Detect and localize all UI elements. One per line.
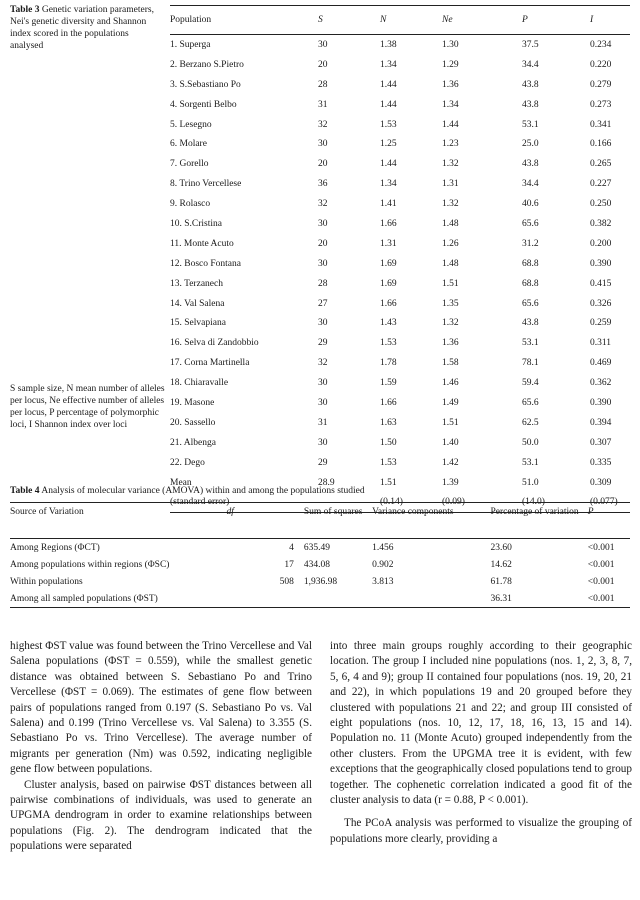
table-cell: 53.1 (522, 338, 539, 349)
table-cell: 1.31 (442, 179, 459, 190)
table-cell: (0.09) (442, 492, 522, 512)
table-cell: 29 (318, 338, 328, 349)
table-cell: 1.66 (380, 298, 397, 309)
table-cell: 11. Monte Acuto (170, 238, 234, 249)
table-cell (372, 590, 490, 608)
table-cell: 508 (279, 576, 294, 587)
table-row (170, 274, 630, 294)
table-cell: 2. Berzano S.Pietro (170, 59, 244, 70)
table-cell: 9. Rolasco (170, 199, 211, 210)
table-cell: 1.26 (442, 238, 459, 249)
header-sum-of-squares: Sum of squares (304, 503, 372, 539)
table4-caption (10, 486, 630, 496)
table-cell: 36 (318, 179, 328, 190)
table-cell: 0.902 (372, 559, 394, 570)
table-cell: 20 (318, 59, 328, 70)
table-cell: 0.390 (590, 397, 612, 408)
table-cell: (0.077) (590, 492, 630, 512)
table-cell: 1. Superga (170, 39, 211, 50)
table-cell: 1.59 (380, 378, 397, 389)
table-cell: 68.8 (522, 258, 539, 269)
table-cell: 30 (318, 437, 328, 448)
paragraph: The PCoA analysis was performed to visualize the grouping of populations more clearly, providing a (330, 817, 632, 845)
table-cell: 23.60 (490, 542, 512, 553)
table-cell: 0.227 (590, 179, 612, 190)
table-cell: 78.1 (522, 358, 539, 369)
table-cell: 37.5 (522, 39, 539, 50)
table-cell: 1.66 (380, 218, 397, 229)
table3-label: Table 3 (10, 5, 40, 15)
table-row (170, 393, 630, 413)
table-cell: 13. Terzanech (170, 278, 223, 289)
paragraph: Cluster analysis, based on pairwise ΦST distances between all pairwise combinations of individuals, was used to generate an UPGMA dendrogram in order to examine relationships between populations (Fig. 2). The dendrogram indicated that the populations were separated (10, 778, 312, 853)
table-cell: 1.35 (442, 298, 459, 309)
table-cell: 65.6 (522, 218, 539, 229)
header-population: Population (170, 6, 318, 35)
table-cell: 1.43 (380, 318, 397, 329)
table-cell: (0.14) (380, 492, 442, 512)
table-row (10, 539, 630, 557)
table-cell: (standard error) (170, 492, 318, 512)
table-row (170, 373, 630, 393)
paragraph: highest ΦST value was found between the Trino Vercellese and Val Salena populations (ΦST = 0.559), while the smallest genetic distance was obtained between S. Sebastiano Po and Trino Vercellese (ΦST = 0.069). The estimates of gene flow between pairs of populations ranged from 0.197 (S. Sebastiano Po vs. Val Salena) and 0.199 (Trino Vercellese vs. Val Salena) to 3.355 (S. Sebastiano Po vs. Trino Vercellese). The average number of migrants per generation (Nm) was 0.592, indicating negligible gene flow between populations. (10, 640, 312, 776)
table-row (10, 556, 630, 573)
table-row (10, 573, 630, 590)
table-cell: 14. Val Salena (170, 298, 225, 309)
table-cell: Among populations within regions (ΦSC) (10, 559, 170, 570)
table-cell: 43.8 (522, 318, 539, 329)
table-cell: 29 (318, 457, 328, 468)
table-cell: 1.41 (380, 199, 397, 210)
table-cell: 1.48 (442, 258, 459, 269)
table-cell: 17 (284, 559, 294, 570)
table3-header-row (170, 6, 630, 35)
table-row (170, 75, 630, 95)
table-cell: 53.1 (522, 119, 539, 130)
table-cell: 51.0 (522, 477, 539, 488)
table-cell: 14.62 (490, 559, 512, 570)
header-df: df (226, 503, 303, 539)
table-row (170, 313, 630, 333)
table-cell: 0.234 (590, 39, 612, 50)
table-cell: 61.78 (490, 576, 512, 587)
table-cell: 1.34 (442, 99, 459, 110)
table-cell: 1.32 (442, 318, 459, 329)
table4 (10, 502, 630, 608)
table-cell: 3.813 (372, 576, 394, 587)
table-cell: 3. S.Sebastiano Po (170, 79, 241, 90)
table-cell: 0.341 (590, 119, 612, 130)
body-right-column (330, 639, 632, 847)
table-cell: 0.279 (590, 79, 612, 90)
table-cell (226, 590, 303, 608)
table-cell: 22. Dego (170, 457, 205, 468)
table-cell: 0.335 (590, 457, 612, 468)
table-cell: 0.382 (590, 218, 612, 229)
table-cell: 32 (318, 199, 328, 210)
table-cell: 10. S.Cristina (170, 218, 222, 229)
table4-header-row (10, 503, 630, 539)
table-cell: 0.220 (590, 59, 612, 70)
table-cell: 0.415 (590, 278, 612, 289)
table-row (170, 154, 630, 174)
table-cell: 16. Selva di Zandobbio (170, 338, 259, 349)
table-cell: 1.40 (442, 437, 459, 448)
table-cell: 36.31 (491, 590, 588, 608)
table-cell: Among Regions (ΦCT) (10, 542, 100, 553)
table-cell: 1.53 (380, 338, 397, 349)
table-cell: 53.1 (522, 457, 539, 468)
table-cell (304, 590, 372, 608)
table-cell: 31 (318, 417, 328, 428)
table-cell: 30 (318, 397, 328, 408)
table-cell: 30 (318, 258, 328, 269)
table-cell: 21. Albenga (170, 437, 216, 448)
table-cell: Among all sampled populations (ΦST) (10, 590, 226, 608)
table-cell: 1.51 (380, 477, 397, 488)
table-cell: 40.6 (522, 199, 539, 210)
table-cell: 59.4 (522, 378, 539, 389)
table-cell: 18. Chiaravalle (170, 378, 229, 389)
table-cell: 0.469 (590, 358, 612, 369)
table4-body (10, 539, 630, 608)
table-row (170, 453, 630, 473)
header-s: S (318, 6, 380, 35)
table-cell: 1.53 (380, 457, 397, 468)
header-source: Source of Variation (10, 503, 226, 539)
table-cell: 43.8 (522, 99, 539, 110)
table-cell: 28 (318, 79, 328, 90)
table-cell: 12. Bosco Fontana (170, 258, 241, 269)
table3-footnote: S sample size, N mean number of alleles per locus, Ne effective number of alleles per locus, P percentage of polymorphic loci, I Shannon index over loci (10, 384, 165, 430)
table-cell: 434.08 (303, 559, 330, 570)
table-cell: 1.23 (442, 139, 459, 150)
table-cell: 32 (318, 119, 328, 130)
table-cell: 20. Sassello (170, 417, 216, 428)
table3-body (170, 35, 630, 513)
table-cell: 1.44 (380, 99, 397, 110)
table-cell: (14.0) (522, 492, 590, 512)
table-cell: 6. Molare (170, 139, 207, 150)
table-cell: 1.30 (442, 39, 459, 50)
table-row (170, 353, 630, 373)
table-cell: 1.31 (380, 238, 397, 249)
table3 (170, 5, 630, 513)
table-cell: 68.8 (522, 278, 539, 289)
table-cell: 1.46 (442, 378, 459, 389)
table-cell: 20 (318, 159, 328, 170)
table-cell: 17. Corna Martinella (170, 358, 250, 369)
table-cell: 0.326 (590, 298, 612, 309)
table-cell: 34.4 (522, 179, 539, 190)
header-i: I (590, 6, 630, 35)
table-cell: 1.44 (442, 119, 459, 130)
table-cell: 30 (318, 39, 328, 50)
table-cell: 0.250 (590, 199, 612, 210)
header-variance-components: Variance components (372, 503, 490, 539)
table-cell: 635.49 (303, 542, 330, 553)
table-cell: 0.265 (590, 159, 612, 170)
table-cell: 0.362 (590, 378, 612, 389)
table-row (170, 254, 630, 274)
table-cell: 0.273 (590, 99, 612, 110)
table-cell: Mean (170, 477, 192, 488)
table-cell: 1.50 (380, 437, 397, 448)
table-cell: 65.6 (522, 298, 539, 309)
table-row (10, 590, 630, 608)
table-cell: 1.51 (442, 417, 459, 428)
header-p: P (522, 6, 590, 35)
table-cell: 1.25 (380, 139, 397, 150)
table-cell: 30 (318, 318, 328, 329)
table-cell: 0.259 (590, 318, 612, 329)
table-cell: 0.307 (590, 437, 612, 448)
table-row (170, 413, 630, 433)
table-cell: 1.44 (380, 79, 397, 90)
table-cell: 1.66 (380, 397, 397, 408)
table-cell: 0.166 (590, 139, 612, 150)
table-cell: 1.69 (380, 278, 397, 289)
table-cell: 1.39 (442, 477, 459, 488)
table-cell: 1.29 (442, 59, 459, 70)
table-row (170, 433, 630, 453)
table-cell: 31.2 (522, 238, 539, 249)
table-cell: 43.8 (522, 79, 539, 90)
table-cell: 30 (318, 218, 328, 229)
table-cell: 25.0 (522, 139, 539, 150)
table-cell: <0.001 (587, 576, 615, 587)
table-row (170, 55, 630, 75)
table-cell: 28 (318, 278, 328, 289)
table-cell: 50.0 (522, 437, 539, 448)
table-cell: Within populations (10, 576, 83, 587)
table-cell: 1.34 (380, 59, 397, 70)
table-row (170, 35, 630, 55)
header-n: N (380, 6, 442, 35)
table-cell: 1.63 (380, 417, 397, 428)
table-cell: 15. Selvapiana (170, 318, 226, 329)
table-cell: 1.69 (380, 258, 397, 269)
table-cell: 1.58 (442, 358, 459, 369)
table-cell: 0.200 (590, 238, 612, 249)
table-cell: 1.78 (380, 358, 397, 369)
body-left-column (10, 639, 312, 855)
table-cell: 8. Trino Vercellese (170, 179, 242, 190)
table-row (170, 95, 630, 115)
table-cell: 19. Masone (170, 397, 215, 408)
table-cell: 62.5 (522, 417, 539, 428)
table-cell: 1.42 (442, 457, 459, 468)
table-cell: 31 (318, 99, 328, 110)
table-cell: 43.8 (522, 159, 539, 170)
table-row (170, 194, 630, 214)
table-cell: 27 (318, 298, 328, 309)
table-cell: 1,936.98 (303, 576, 338, 587)
table-cell: 1.49 (442, 397, 459, 408)
table-cell: 32 (318, 358, 328, 369)
table-cell: 65.6 (522, 397, 539, 408)
table-cell: 1.456 (372, 542, 394, 553)
table-cell: 1.44 (380, 159, 397, 170)
table-cell: 0.311 (590, 338, 612, 349)
table-cell: 1.32 (442, 159, 459, 170)
table-cell: 0.309 (590, 477, 612, 488)
table-cell: 1.32 (442, 199, 459, 210)
table-cell: 20 (318, 238, 328, 249)
table-row (170, 134, 630, 154)
table-cell: 1.36 (442, 338, 459, 349)
table-cell: <0.001 (587, 542, 615, 553)
table-cell: 30 (318, 378, 328, 389)
table-row (170, 174, 630, 194)
table-cell: 5. Lesegno (170, 119, 212, 130)
table-cell: 1.38 (380, 39, 397, 50)
table3-caption-text: Genetic variation parameters, Nei's genetic diversity and Shannon index scored in the populations analysed (10, 5, 154, 51)
table-cell: 1.51 (442, 278, 459, 289)
table3-caption (10, 4, 162, 52)
table4-caption-text: Analysis of molecular variance (AMOVA) within and among the populations studied (41, 486, 365, 496)
table-row (170, 214, 630, 234)
paragraph: into three main groups roughly according to their geographic location. The group I included nine populations (nos. 1, 2, 3, 8, 7, 5, 6, 4 and 9); group II contained four populations (nos. 19, 20, 21 and 22), in which populations 19 and 20 grouped before they clustered with populations 21 and 22; and group III consisted of eight populations (nos. 10, 12, 17, 18, 16, 13, 15 and 14). Population no. 11 (Monte Acuto) grouped independently from the other clusters. From the UPGMA tree it is evident, with few exceptions that the geographically closed populations tend to group together. The cophenetic correlation indicated a good fit of the cluster analysis to data (r = 0.88, P < 0.001). (330, 640, 632, 807)
table-row (170, 333, 630, 353)
table-cell: <0.001 (587, 559, 615, 570)
table-row (170, 234, 630, 254)
table-row (170, 115, 630, 135)
table-row (170, 294, 630, 314)
table-cell: 4 (289, 542, 294, 553)
table-cell: 4. Sorgenti Belbo (170, 99, 237, 110)
header-ne: Ne (442, 6, 522, 35)
table-cell: 1.48 (442, 218, 459, 229)
table-cell: 7. Gorello (170, 159, 209, 170)
header-p-value: P (588, 503, 630, 539)
table-cell: 1.34 (380, 179, 397, 190)
table-cell: 1.36 (442, 79, 459, 90)
table-cell: 28.9 (318, 477, 335, 488)
table-cell: 0.394 (590, 417, 612, 428)
table-cell: 0.390 (590, 258, 612, 269)
table4-label: Table 4 (10, 486, 40, 496)
table-cell: <0.001 (588, 590, 630, 608)
table-cell: 1.53 (380, 119, 397, 130)
header-percentage: Percentage of variation (491, 503, 588, 539)
table-cell: 30 (318, 139, 328, 150)
table-cell: 34.4 (522, 59, 539, 70)
